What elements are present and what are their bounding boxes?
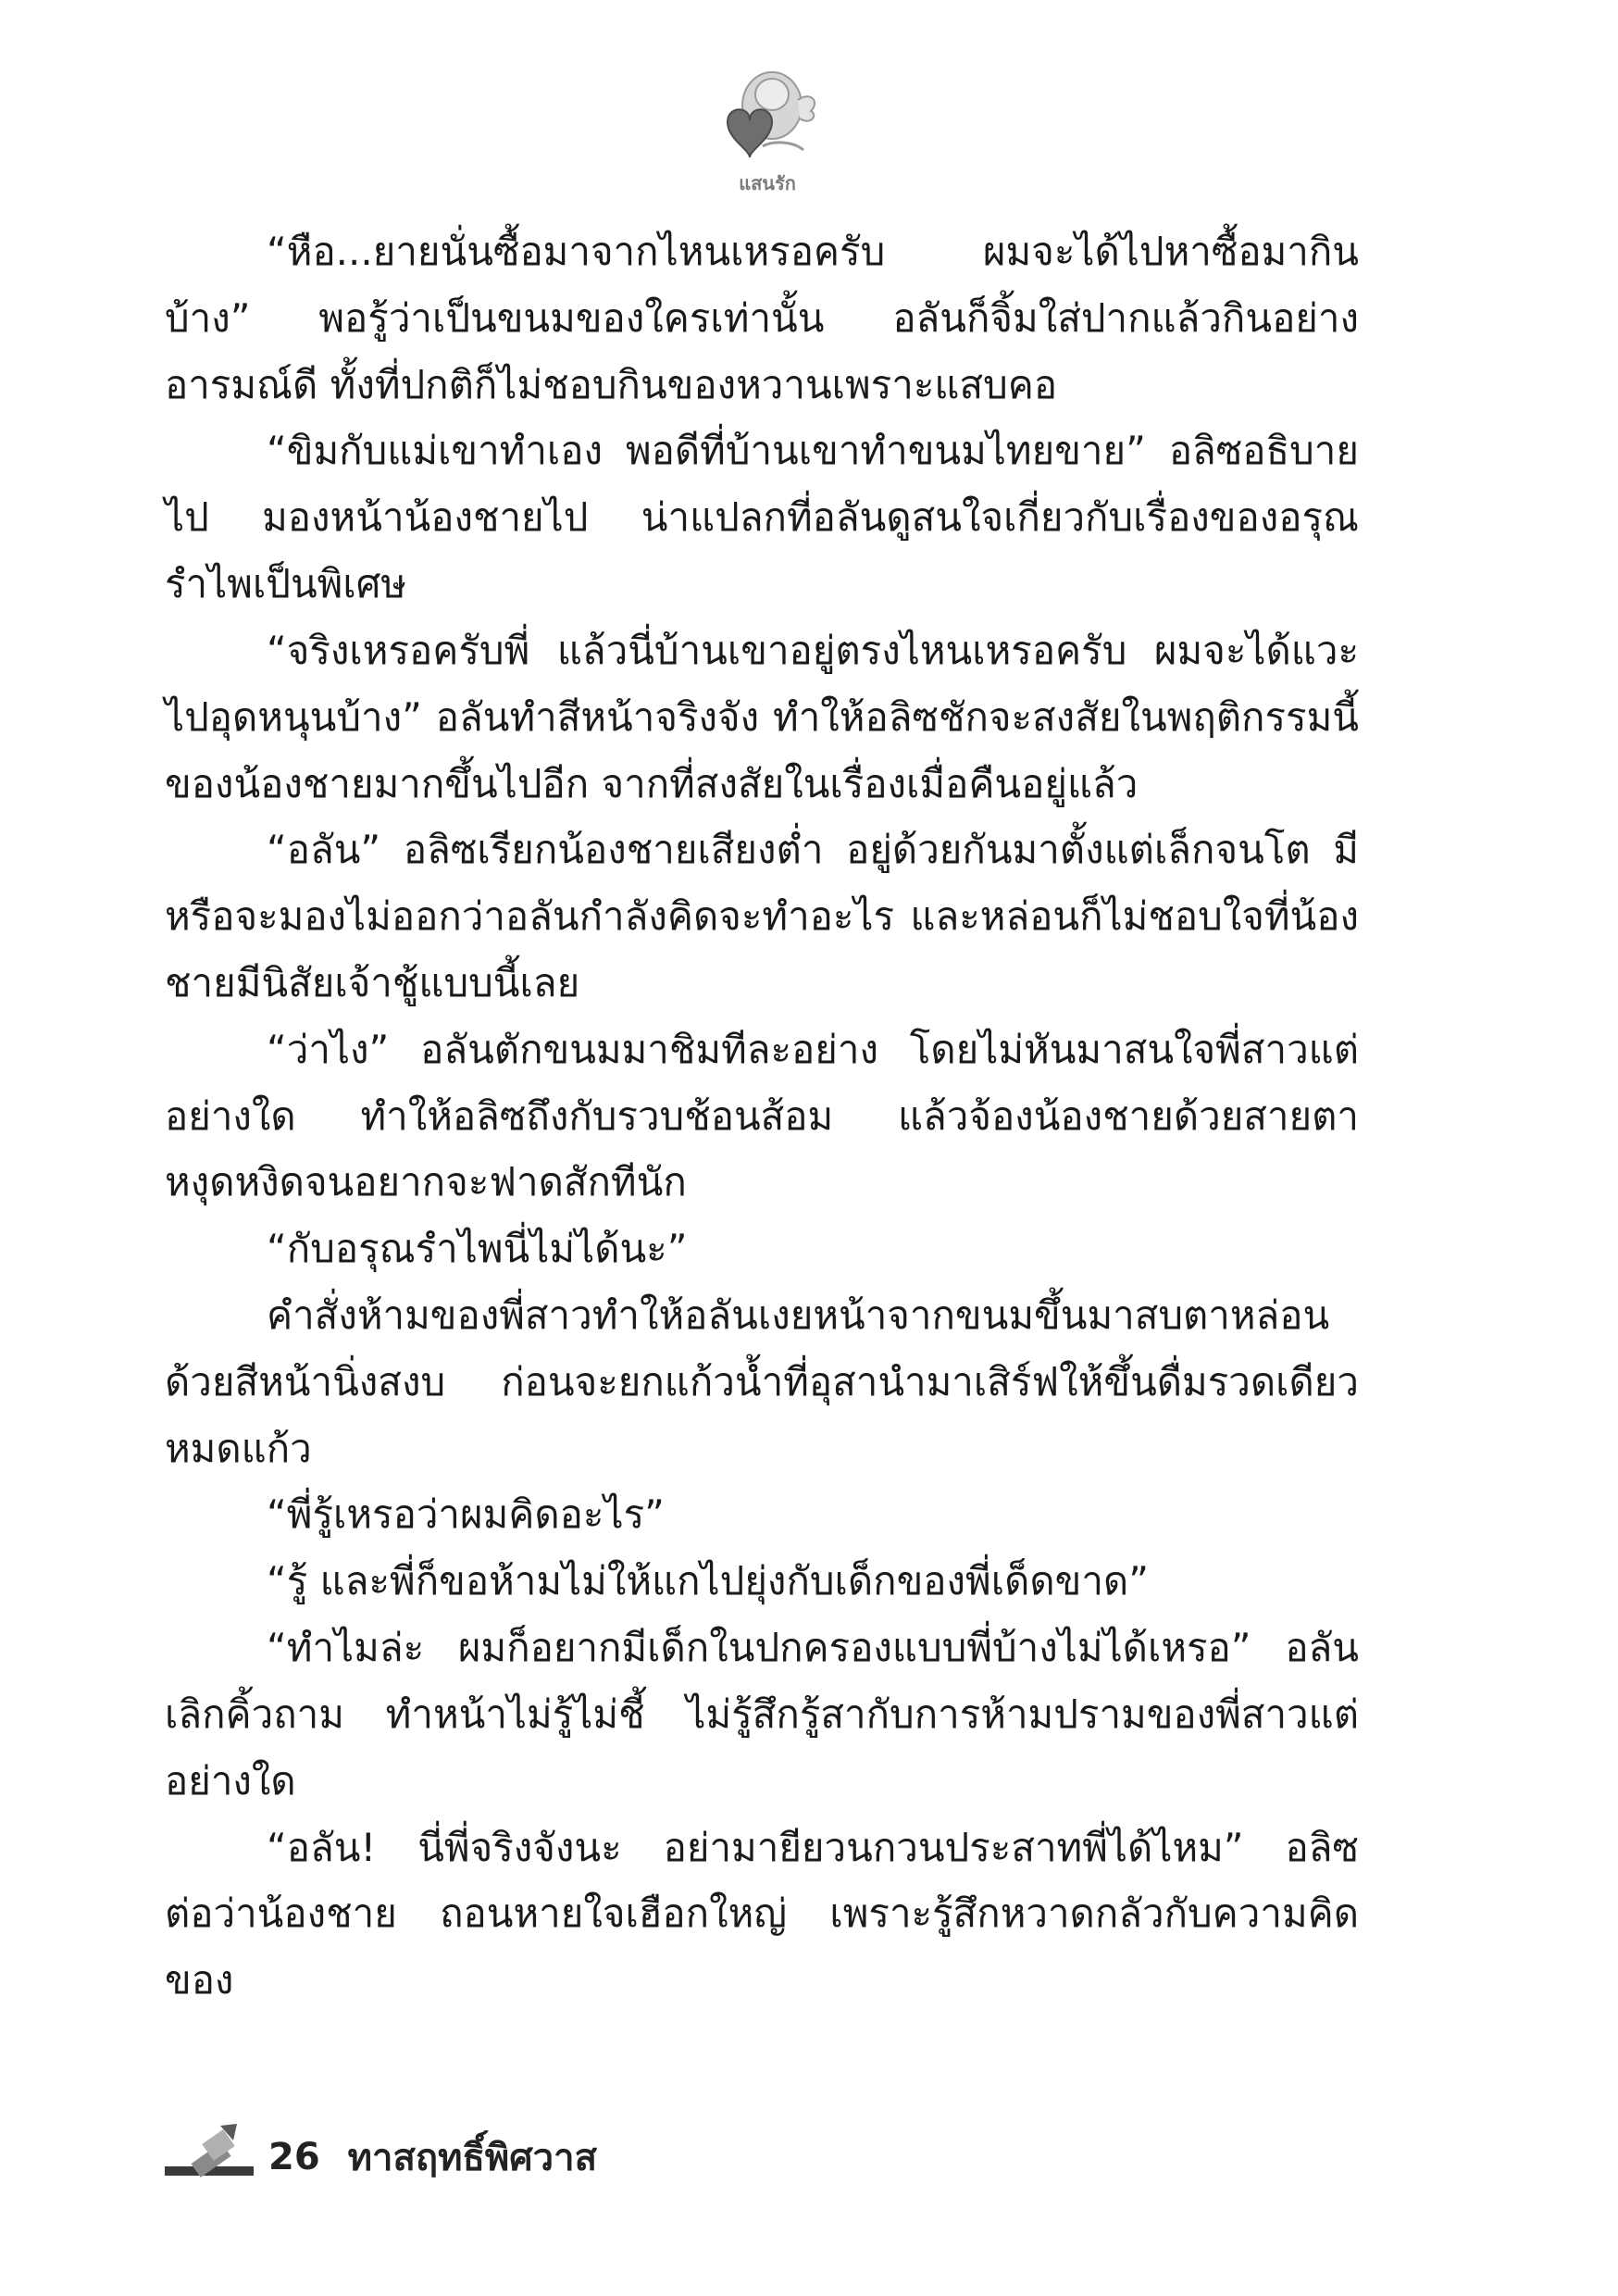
- logo-text: แสนรัก: [739, 172, 796, 194]
- cupid-heart-icon: [707, 57, 828, 168]
- paragraph: “รู้ และพี่ก็ขอห้ามไม่ให้แกไปยุ่งกับเด็กของพี่เด็ดขาด”: [267, 1558, 1149, 1604]
- lipstick-icon: [165, 2120, 254, 2194]
- book-title: ทาสฤทธิ์พิศวาส: [347, 2137, 598, 2179]
- paragraph: “ทำไมล่ะ ผมก็อยากมีเด็กในปกครองแบบพี่บ้างไม่ได้เหรอ” อลันเลิกคิ้วถาม ทำหน้าไม่รู้ไม่ชี้ ไม่รู้สึกรู้สากับการห้ามปรามของพี่สาวแต่อย่างใด: [165, 1625, 1359, 1803]
- page-number: 26: [268, 2136, 320, 2178]
- paragraph: “พี่รู้เหรอว่าผมคิดอะไร”: [267, 1491, 665, 1538]
- paragraph: “จริงเหรอครับพี่ แล้วนี่บ้านเขาอยู่ตรงไหนเหรอครับ ผมจะได้แวะไปอุดหนุนบ้าง” อลันทำสีหน้าจริงจัง ทำให้อลิซชักจะสงสัยในพฤติกรรมนี้ของน้องชายมากขึ้นไปอีก จากที่สงสัยในเรื่องเมื่อคืนอยู่แล้ว: [165, 627, 1359, 806]
- paragraph: “หือ...ยายนั่นซื้อมาจากไหนเหรอครับ ผมจะได้ไปหาซื้อมากินบ้าง” พอรู้ว่าเป็นขนมของใครเท่านั้น อลันก็จิ้มใส่ปากแล้วกินอย่างอารมณ์ดี ทั้งที่ปกติก็ไม่ชอบกินของหวานเพราะแสบคอ: [165, 229, 1359, 407]
- paragraph: “อลัน” อลิซเรียกน้องชายเสียงต่ำ อยู่ด้วยกันมาตั้งแต่เล็กจนโต มีหรือจะมองไม่ออกว่าอลันกำลังคิดจะทำอะไร และหล่อนก็ไม่ชอบใจที่น้องชายมีนิสัยเจ้าชู้แบบนี้เลย: [165, 827, 1359, 1005]
- story-text: [165, 218, 1359, 2014]
- paragraph: “ขิมกับแม่เขาทำเอง พอดีที่บ้านเขาทำขนมไทยขาย” อลิซอธิบายไป มองหน้าน้องชายไป น่าแปลกที่อลันดูสนใจเกี่ยวกับเรื่องของอรุณรำไพเป็นพิเศษ: [165, 428, 1359, 607]
- page-footer: [165, 2120, 597, 2194]
- paragraph: คำสั่งห้ามของพี่สาวทำให้อลันเงยหน้าจากขนมขึ้นมาสบตาหล่อนด้วยสีหน้านิ่งสงบ ก่อนจะยกแก้วน้ำที่อุสานำมาเสิร์ฟให้ขึ้นดื่มรวดเดียวหมดแก้ว: [165, 1292, 1359, 1471]
- paragraph: “ว่าไง” อลันตักขนมมาชิมทีละอย่าง โดยไม่หันมาสนใจพี่สาวแต่อย่างใด ทำให้อลิซถึงกับรวบช้อนส้อม แล้วจ้องน้องชายด้วยสายตาหงุดหงิดจนอยากจะฟาดสักทีนัก: [165, 1026, 1359, 1205]
- publisher-logo: [707, 57, 828, 196]
- paragraph: “กับอรุณรำไพนี่ไม่ได้นะ”: [267, 1226, 688, 1272]
- paragraph: “อลัน! นี่พี่จริงจังนะ อย่ามายียวนกวนประสาทพี่ได้ไหม” อลิซต่อว่าน้องชาย ถอนหายใจเฮือกใหญ่ เพราะรู้สึกหวาดกลัวกับความคิดของ: [165, 1824, 1359, 2003]
